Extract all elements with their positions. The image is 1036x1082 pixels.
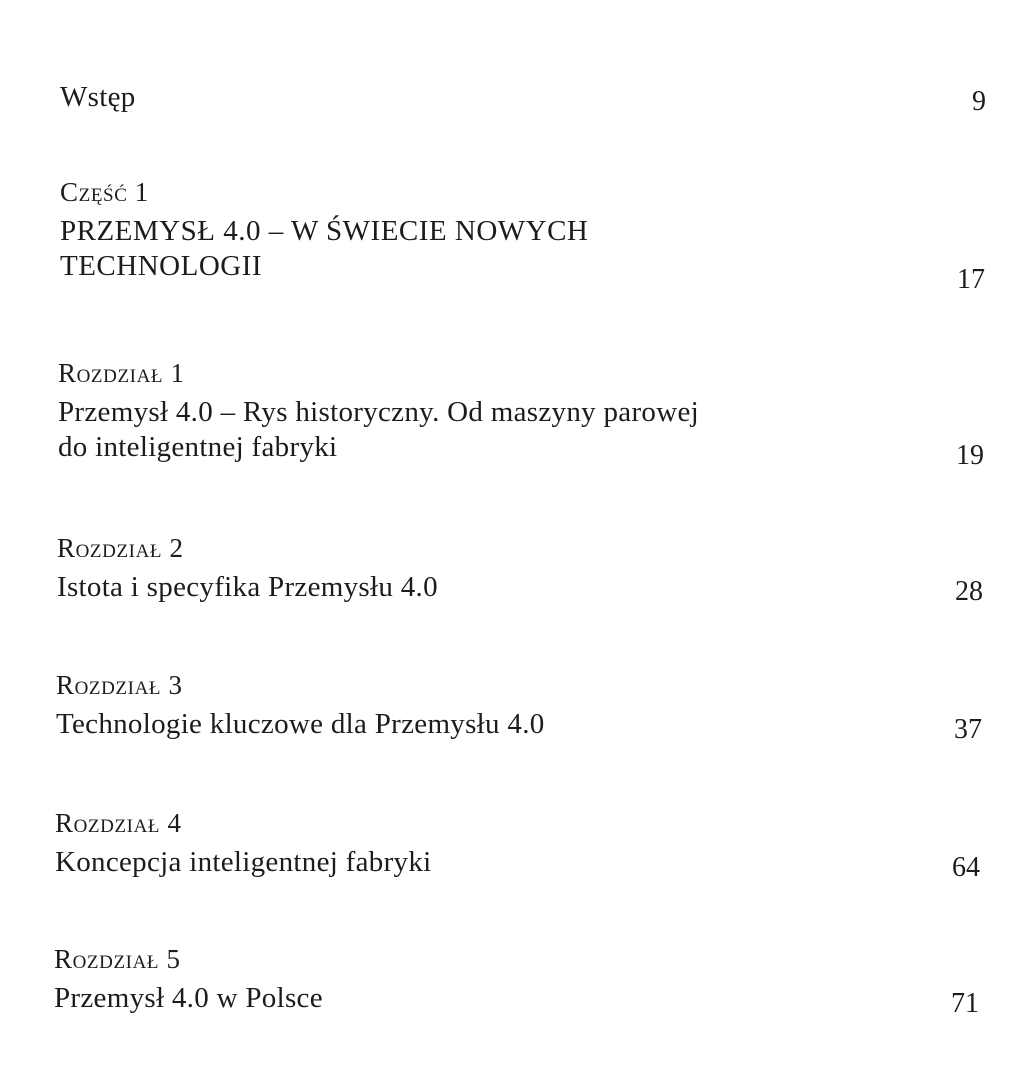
toc-chapter-title-line-1: Przemysł 4.0 – Rys historyczny. Od maszyny parowej [58,396,699,428]
toc-page-number-chapter-4: 64 [952,852,980,883]
toc-chapter-label: Rozdział 3 [56,670,183,700]
toc-part-title-line-2: TECHNOLOGII [60,250,263,282]
toc-chapter-title: Technologie kluczowe dla Przemysłu 4.0 [56,708,545,740]
toc-entry-part-1 [60,176,1036,284]
toc-chapter-label: Rozdział 5 [54,944,181,974]
toc-part-title-line-1: PRZEMYSŁ 4.0 – W ŚWIECIE NOWYCH [60,215,589,247]
toc-entry-title: Wstęp [60,81,136,113]
toc-chapter-label: Rozdział 2 [57,533,184,563]
toc-entry-chapter-3 [56,669,1036,742]
toc-chapter-title: Koncepcja inteligentnej fabryki [55,846,432,878]
toc-entry-intro [60,80,1036,115]
toc-entry-chapter-2 [57,532,1036,605]
toc-page-number-intro: 9 [972,86,986,117]
toc-chapter-title: Przemysł 4.0 w Polsce [54,982,323,1014]
toc-page-number-part-1: 17 [957,264,985,295]
toc-page-number-chapter-5: 71 [951,988,979,1019]
toc-entry-chapter-5 [54,943,1036,1016]
toc-entry-chapter-4 [55,807,1036,880]
toc-page-number-chapter-3: 37 [954,714,982,745]
toc-entry-chapter-1 [58,357,1036,465]
toc-page-number-chapter-1: 19 [956,440,984,471]
toc-part-label: Część 1 [60,177,149,207]
toc-chapter-title: Istota i specyfika Przemysłu 4.0 [57,571,438,603]
toc-chapter-label: Rozdział 1 [58,358,185,388]
toc-chapter-title-line-2: do inteligentnej fabryki [58,431,338,463]
toc-chapter-label: Rozdział 4 [55,808,182,838]
toc-page-number-chapter-2: 28 [955,576,983,607]
